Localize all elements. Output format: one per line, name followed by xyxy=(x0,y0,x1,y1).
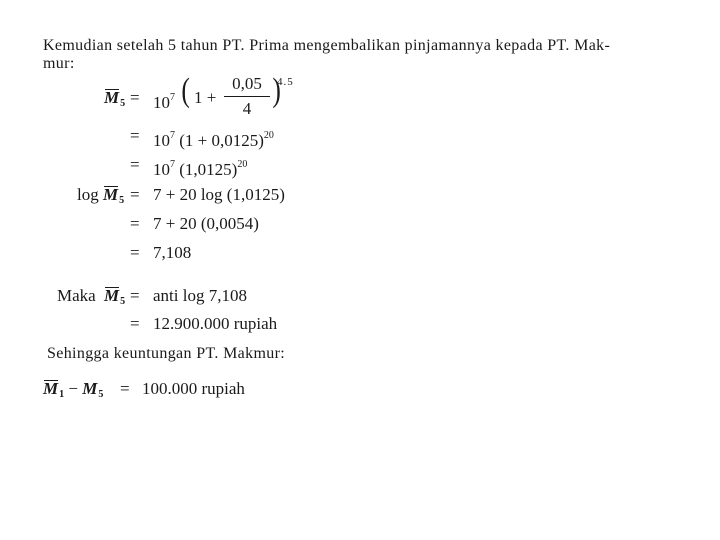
intro-line-1: Kemudian setelah 5 tahun PT. Prima mengembalikan pinjamannya kepada PT. Mak- xyxy=(43,37,611,54)
row3-expression: $10^7$ $(1,0125)^{20}$ xyxy=(153,159,248,179)
row1-outer-exponent: 4.5 xyxy=(277,76,294,88)
equals-sign: = xyxy=(130,88,140,107)
final-lhs: $M_1 - M_5$ xyxy=(43,379,104,400)
log-m5-lhs: $\log M_5$ xyxy=(77,185,125,206)
equals-sign: = xyxy=(130,243,140,262)
row1-base: $10^7$ xyxy=(153,92,175,112)
keuntungan-text: Sehingga keuntungan PT. Makmur: xyxy=(47,345,286,362)
final-rhs: 100.000 rupiah xyxy=(142,379,245,398)
maka-rhs-1: anti log 7,108 xyxy=(153,286,247,305)
right-parenthesis: ) xyxy=(272,72,281,109)
left-parenthesis: ( xyxy=(181,72,190,109)
m5-symbol: $M_5$ xyxy=(104,286,126,307)
equals-sign: = xyxy=(130,314,140,333)
equals-sign: = xyxy=(130,126,140,145)
row4-rhs: 7 + 20 log (1,0125) xyxy=(153,185,285,204)
equals-sign: = xyxy=(120,379,130,398)
row2-expression: $10^7$ $(1 + 0,0125)^{20}$ xyxy=(153,130,274,150)
row6-rhs: 7,108 xyxy=(153,243,192,262)
equals-sign: = xyxy=(130,214,140,233)
fraction-numerator: 0,05 xyxy=(232,74,262,93)
row5-rhs: 7 + 20 (0,0054) xyxy=(153,214,259,233)
row1-one-plus: 1 + xyxy=(194,88,217,107)
m5-symbol: $M_5$ xyxy=(104,88,126,109)
equals-sign: = xyxy=(130,155,140,174)
equals-sign: = xyxy=(130,185,140,204)
intro-line-2: mur: xyxy=(43,55,75,72)
maka-label: Maka xyxy=(57,286,96,305)
fraction xyxy=(224,74,270,119)
fraction-denominator: 4 xyxy=(242,99,252,118)
fraction-bar xyxy=(224,96,270,97)
maka-rhs-2: 12.900.000 rupiah xyxy=(153,314,278,333)
equals-sign: = xyxy=(130,286,140,305)
